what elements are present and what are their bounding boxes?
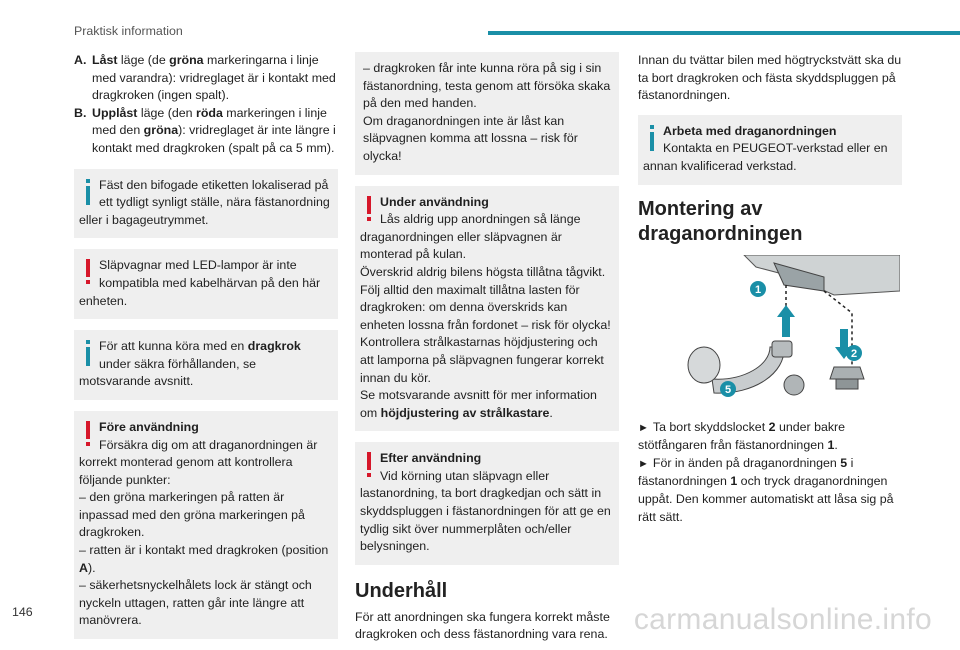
column-1 (74, 52, 338, 650)
step1-a: Ta bort skyddslocket (652, 419, 769, 434)
diagram-label-1: 1 (754, 283, 762, 296)
info2-bold: dragkrok (247, 339, 301, 354)
step2-d: 1 (730, 474, 738, 489)
step-insert-towbar (638, 455, 902, 526)
lock-b-key: B. (74, 105, 87, 120)
warning-during-use-l2: Överskrid aldrig bilens högsta tillåtna tågvikt. (360, 264, 606, 279)
warning-before-use-title: Före användning (99, 419, 199, 434)
lock-item-b (74, 105, 338, 158)
step2-e: och tryck draganordningen uppåt. Den kommer automatiskt att låsa sig på rätt sätt. (638, 474, 894, 524)
watermark: carmanualsonline.info (633, 603, 932, 636)
info-workshop-title: Arbeta med draganordningen (663, 123, 837, 138)
info2-a: För att kunna köra med en (99, 339, 248, 354)
lock-item-a (74, 52, 338, 105)
lock-b-text3: ): vridreglaget är inte längre i kontakt med dragkroken (spalt på ca 5 mm). (92, 123, 336, 155)
header-title: Praktisk information (74, 24, 183, 38)
warn2-l3c: ). (87, 560, 96, 575)
step1-c: under bakre stötfångaren från fästanordningen (638, 419, 846, 453)
page-number: 146 (12, 605, 33, 619)
step-remove-cap (638, 419, 902, 455)
warning-during-use-l3: Följ alltid den maximalt tillåtna lasten för dragkroken: om denna överskrids kan enheten lossna från fordonet – risk för olycka! (360, 282, 611, 332)
info-box-label-text: Fäst den bifogade etiketten lokaliserad på ett tydligt synligt ställe, nära fästanordning eller i bagageutrymmet. (79, 177, 330, 227)
warning-during-use-l5 (360, 387, 611, 422)
warning-box-led (74, 249, 338, 319)
diagram-label-2: 2 (850, 347, 858, 360)
warning-before-use-l2: – den gröna markeringen på ratten är inpassad med den gröna markeringen på dragkroken. (79, 490, 305, 540)
step2-b: 5 (840, 455, 848, 470)
diagram-label-5: 5 (724, 383, 732, 396)
warning-icon (360, 450, 378, 480)
warning-after-use-l1: Vid körning utan släpvagn eller lastanordning, ta bort dragkedjan och sätt in skyddspluggen i fästanordningen för att ge en tydlig sikt över nummerplåten och/eller belysningen. (360, 468, 611, 554)
warning-box-during-use (355, 186, 619, 432)
towbar-mounting-diagram (674, 255, 900, 411)
step2-a: För in änden på draganordningen (652, 455, 841, 470)
info-icon (643, 123, 661, 153)
lock-b-text2: markeringen i linje med den (92, 105, 327, 138)
warning-icon (360, 194, 378, 224)
warning-after-use-title: Efter användning (380, 451, 482, 466)
warning-box-before-use (74, 411, 338, 639)
warning-continued-l2: Om draganordningen inte är låst kan släpvagnen komma att lossna – risk för olycka! (363, 113, 578, 163)
warning-during-use-l4: Kontrollera strålkastarnas höjdjustering och att lamporna på släpvagnen fungerar korrekt innan du kör. (360, 335, 604, 385)
maintenance-text: För att anordningen ska fungera korrekt måste dragkroken och dess fästanordning vara rena. (355, 609, 610, 642)
intro-text: Innan du tvättar bilen med högtryckstvätt ska du ta bort dragkroken och fästa skyddspluggen på fästanordningen. (638, 53, 902, 103)
info-icon (79, 338, 97, 368)
info-box-label (74, 169, 338, 239)
column-2 (355, 52, 619, 644)
step1-d: 1 (827, 438, 835, 453)
step-arrow-icon: ► (638, 457, 649, 470)
warning-icon (79, 257, 97, 287)
step1-b: 2 (768, 419, 776, 434)
step1-e: . (834, 438, 838, 453)
lock-a-text2: markeringarna i linje med varandra): vridreglaget är i kontakt med dragkroken (ingen spalt). (92, 53, 336, 103)
lock-b-red: röda (196, 105, 223, 120)
warn2-l3b: A (79, 560, 88, 575)
lock-a-green: gröna (169, 53, 204, 67)
info-box-workshop (638, 115, 902, 185)
header-accent-bar (488, 31, 960, 35)
warn3-l5b: höjdjustering av strålkastare (380, 405, 550, 420)
warning-during-use-title: Under användning (380, 194, 489, 209)
step-arrow-icon: ► (638, 421, 649, 434)
warning-box-led-text: Släpvagnar med LED-lampor är inte kompatibla med kabelhärvan på den här enheten. (79, 258, 321, 308)
warning-box-continued (355, 52, 619, 175)
warning-box-after-use (355, 442, 619, 565)
warning-before-use-l1: Försäkra dig om att draganordningen är korrekt monterad genom att kontrollera följande punkter: (79, 437, 318, 487)
lock-a-key: A. (74, 53, 87, 67)
column-3 (638, 52, 902, 526)
warn2-l3a: – ratten är i kontakt med dragkroken (position (79, 543, 329, 558)
towbar-illustration (674, 255, 900, 411)
warning-during-use-l1: Lås aldrig upp anordningen så länge draganordningen eller släpvagnen är monterad på kulan. (360, 212, 581, 262)
info-box-towbar (74, 330, 338, 400)
warning-before-use-l4: – säkerhetsnyckelhålets lock är stängt och nyckeln uttagen, ratten går inte längre att manövrera. (79, 578, 312, 628)
lock-b-title: Upplåst (92, 105, 138, 120)
info-box-towbar-text (79, 338, 330, 391)
lock-b-green: gröna (143, 123, 179, 138)
mounting-steps (638, 419, 902, 527)
warning-icon (79, 419, 97, 449)
warn3-l5a: Se motsvarande avsnitt för mer information om (360, 388, 597, 420)
lock-a-title: Låst (92, 53, 118, 67)
warning-continued-l1: – dragkroken får inte kunna röra på sig i sin fästanordning, testa genom att försöka skaka på den med handen. (363, 61, 611, 111)
info2-b: under säkra förhållanden, se motsvarande avsnitt. (79, 356, 257, 389)
warn3-l5c: . (549, 405, 553, 420)
step2-c: i fästanordningen (638, 455, 854, 489)
section-title-mounting: Montering av draganordningen (638, 197, 803, 245)
lock-b-text1: läge (den (137, 105, 196, 120)
section-title-maintenance: Underhåll (355, 579, 448, 602)
warning-before-use-l3 (79, 542, 330, 577)
lock-a-text1: läge (de (117, 53, 170, 67)
info-icon (79, 177, 97, 207)
info-workshop-text: Kontakta en PEUGEOT-verkstad eller en annan kvalificerad verkstad. (643, 141, 888, 173)
